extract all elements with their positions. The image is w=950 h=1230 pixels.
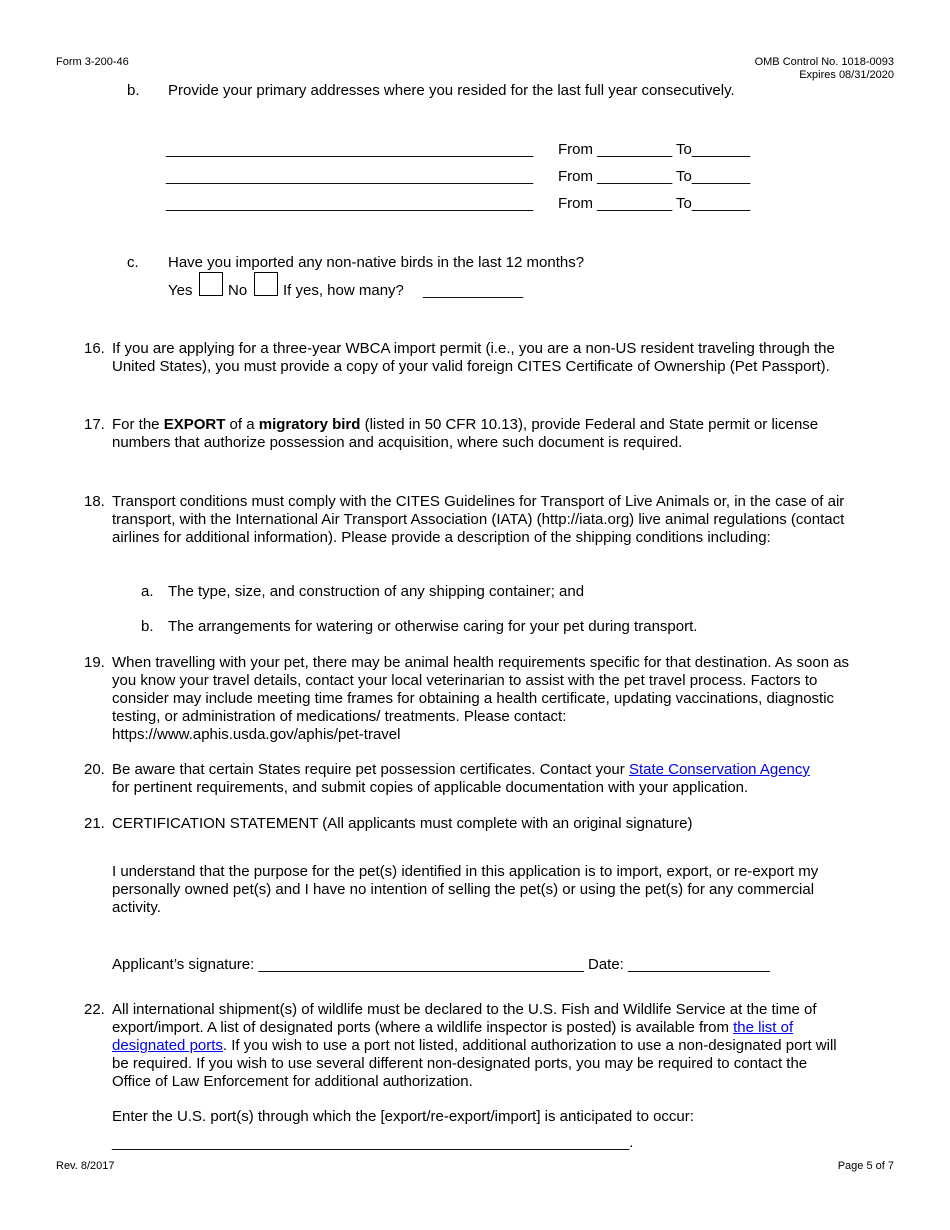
item-b-letter: b.: [127, 82, 140, 99]
address-line-1[interactable]: ____________________________________________: [166, 141, 534, 158]
ports-prompt: Enter the U.S. port(s) through which the [export/re-export/import] is anticipated to occur:: [112, 1108, 694, 1125]
item-20-number: 20.: [84, 761, 105, 778]
signature-date-line[interactable]: Applicant’s signature: _______________________________________ Date: _________________: [112, 956, 770, 973]
item-19-text: When travelling with your pet, there may be animal health requirements specific for that destination. As soon as you know your travel details, contact your local veterinarian to assist with the pet travel process. Factors to consider may include meeting time frames for obtaining a health certificate, updating vaccinations, diagnostic testing, or administration of medications/ treatments. Please contact: https://www.aphis.usda.gov/aphis/pet-travel: [112, 654, 850, 743]
address-3-from[interactable]: From _________: [558, 195, 673, 212]
item-18b-text: The arrangements for watering or otherwise caring for your pet during transport.: [168, 618, 698, 635]
migratory-bird-emphasis: migratory bird: [258, 416, 361, 433]
item-17-text: For the EXPORT of a migratory bird (listed in 50 CFR 10.13), provide Federal and State permit or license numbers that authorize possession and acquisition, where such document is required.: [112, 416, 819, 451]
pet-travel-url: https://www.aphis.usda.gov/aphis/pet-travel: [112, 726, 401, 743]
designated-ports-link[interactable]: the list of designated ports: [112, 1019, 794, 1054]
no-label: No: [228, 282, 248, 299]
address-1-from[interactable]: From _________: [558, 141, 673, 158]
item-20-text: Be aware that certain States require pet possession certificates. Contact your State Conservation Agency for pertinent requirements, and submit copies of applicable documentation with your application.: [112, 761, 810, 796]
address-1-to[interactable]: To_______: [676, 141, 751, 158]
item-18-number: 18.: [84, 493, 105, 510]
how-many-field[interactable]: ____________: [423, 282, 524, 299]
address-line-2[interactable]: ____________________________________________: [166, 168, 534, 185]
how-many-label: If yes, how many?: [283, 282, 404, 299]
address-line-3[interactable]: ____________________________________________: [166, 195, 534, 212]
yes-label: Yes: [168, 282, 193, 299]
item-18a-text: The type, size, and construction of any shipping container; and: [168, 583, 585, 600]
revision-date: Rev. 8/2017: [56, 1160, 115, 1172]
page-number: Page 5 of 7: [837, 1160, 894, 1172]
no-checkbox[interactable]: [254, 272, 278, 296]
address-3-to[interactable]: To_______: [676, 195, 751, 212]
item-c-question: Have you imported any non-native birds in the last 12 months?: [168, 254, 585, 271]
item-16-number: 16.: [84, 340, 105, 357]
omb-control-number: OMB Control No. 1018-0093: [754, 56, 894, 68]
item-18b-letter: b.: [141, 618, 154, 635]
item-19-number: 19.: [84, 654, 105, 671]
form-number: Form 3-200-46: [56, 56, 129, 68]
item-21-number: 21.: [84, 815, 105, 832]
item-c-letter: c.: [127, 254, 139, 271]
export-emphasis: EXPORT: [163, 416, 226, 433]
item-22-number: 22.: [84, 1001, 105, 1018]
item-18a-letter: a.: [141, 583, 154, 600]
certification-statement: I understand that the purpose for the pet(s) identified in this application is to import, export, or re-export my personally owned pet(s) and I have no intention of selling the pet(s) or using the pet(s) for any commercial activity.: [112, 863, 819, 916]
address-2-from[interactable]: From _________: [558, 168, 673, 185]
item-18-text: Transport conditions must comply with the CITES Guidelines for Transport of Live Animals or, in the case of air transport, with the International Air Transport Association (IATA) (http://iata.org) live animal regulations (contact airlines for additional information). Please provide a description of the shipping conditions including:: [112, 493, 845, 546]
item-22-text: All international shipment(s) of wildlife must be declared to the U.S. Fish and Wildlife Service at the time of export/import. A list of designated ports (where a wildlife inspector is posted) is available from the list of designated ports. If you wish to use a port not listed, additional authorization to use a non-designated port will be required. If you wish to use several different non-designated ports, you may be required to contact the Office of Law Enforcement for additional authorization.: [112, 1001, 837, 1090]
certification-title: CERTIFICATION STATEMENT (All applicants must complete with an original signature): [112, 815, 693, 832]
item-b-text: Provide your primary addresses where you resided for the last full year consecutively.: [168, 82, 735, 99]
item-16-text: If you are applying for a three-year WBCA import permit (i.e., you are a non-US resident traveling through the United States), you must provide a copy of your valid foreign CITES Certificate of Ownership (Pet Passport).: [112, 340, 835, 375]
yes-checkbox[interactable]: [199, 272, 223, 296]
item-17-number: 17.: [84, 416, 105, 433]
address-2-to[interactable]: To_______: [676, 168, 751, 185]
expiration-date: Expires 08/31/2020: [799, 69, 894, 81]
state-conservation-agency-link[interactable]: State Conservation Agency: [628, 761, 810, 778]
ports-field[interactable]: ______________________________________________________________.: [112, 1134, 634, 1151]
